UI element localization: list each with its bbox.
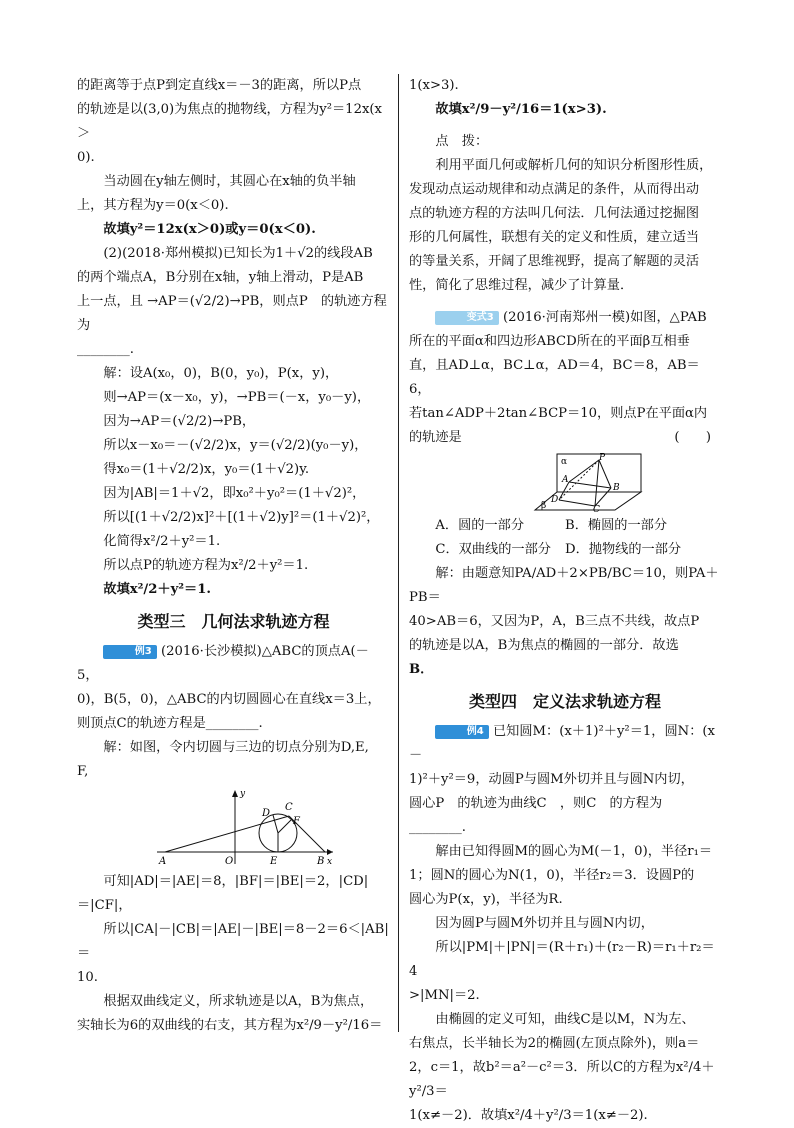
text-line: 1(x>3).: [409, 78, 459, 93]
tip-line: 利用平面几何或解析几何的知识分析图形性质，: [435, 158, 713, 173]
option-d: D．抛物线的一部分: [565, 542, 682, 557]
right-column: [409, 74, 721, 1128]
tip-line: 形的几何属性，联想有关的定义和性质，建立适当: [409, 230, 700, 245]
answer-line: 故填x²/2＋y²＝1.: [103, 582, 211, 597]
option-c: C．双曲线的一部分: [435, 542, 551, 557]
options: [409, 514, 721, 562]
text-line: 0)，B(5，0)，△ABC的内切圆圆心在直线x＝3上，: [77, 692, 381, 707]
text-line: 的轨迹是: [409, 430, 462, 445]
solution-line: 因为|AB|＝1＋√2，即x₀²＋y₀²＝(1＋√2)²，: [103, 486, 366, 501]
text-line: 若tan∠ADP＋2tan∠BCP＝10，则点P在平面α内: [409, 406, 708, 421]
label-y: y: [240, 789, 246, 799]
section-heading: 类型三 几何法求轨迹方程: [137, 612, 330, 631]
text-line: (2016·长沙模拟)△ABC的顶点A(－5，: [77, 644, 369, 683]
solution-line: 1；圆N的圆心为N(1，0)，半径r₂＝3．设圆P的: [409, 868, 695, 883]
solution-line: 圆心为P(x，y)，半径为R.: [409, 892, 563, 907]
solution-line: >|MN|＝2.: [409, 988, 480, 1003]
label-alpha: α: [561, 457, 568, 467]
text-line: 的两个端点A，B分别在x轴，y轴上滑动，P是AB: [77, 270, 364, 285]
text-line: 直，且AD⊥α，BC⊥α，AD＝4，BC＝8，AB＝6，: [409, 358, 700, 397]
answer-line: 故填y²＝12x(x＞0)或y＝0(x＜0).: [103, 222, 316, 237]
tip-line: 点的轨迹方程的方法叫几何法．几何法通过挖掘图: [409, 206, 700, 221]
solution-line: 解：如图，令内切圆与三边的切点分别为D,E,: [103, 740, 369, 755]
text-line: (2016·河南郑州一模)如图，△PAB: [502, 310, 707, 325]
variant-badge: 变式3: [435, 311, 498, 325]
label-C: C: [285, 802, 293, 813]
left-column: [77, 74, 390, 1038]
column-divider: [398, 74, 399, 1032]
label-C: C: [593, 505, 600, 512]
tip-line: 性，简化了思维过程，减少了计算量．: [409, 278, 634, 293]
solution-line: F,: [77, 764, 89, 779]
label-beta: β: [541, 501, 547, 511]
solution-line: B．: [409, 662, 434, 677]
solution-line: 实轴长为6的双曲线的右支，其方程为x²/9－y²/16＝: [77, 1018, 383, 1033]
label-D: D: [551, 495, 559, 505]
solution-line: 由椭圆的定义可知，曲线C是以M，N为左、: [435, 1012, 695, 1027]
text-line: 上，其方程为y＝0(x＜0).: [77, 198, 229, 213]
solution-line: 2，c＝1，故b²＝a²－c²＝3．所以C的方程为x²/4＋y²/3＝: [409, 1060, 715, 1099]
text-line: 上一点，且 →AP＝(√2/2)→PB，则点P 的轨迹方程为: [77, 294, 387, 333]
solution-line: 解由已知得圆M的圆心为M(－1，0)，半径r₁＝: [435, 844, 713, 859]
solution-line: 则→AP＝(x－x₀，y)，→PB＝(－x，y₀－y)，: [103, 390, 371, 405]
tip-line: 发现动点运动规律和动点满足的条件，从而得出动: [409, 182, 700, 197]
solution-line: 10.: [77, 970, 98, 985]
label-A: A: [159, 856, 167, 867]
option-a: A．圆的一部分: [435, 518, 525, 533]
section-heading: 类型四 定义法求轨迹方程: [468, 692, 661, 711]
solution-line: 化简得x²/2＋y²＝1.: [103, 534, 221, 549]
solution-line: 的轨迹是以A，B为焦点的椭圆的一部分．故选: [409, 638, 679, 653]
label-D: D: [262, 808, 271, 819]
label-E: E: [270, 856, 278, 867]
solution-line: 所以[(1＋√2/2)x]²＋[(1＋√2)y]²＝(1＋√2)²，: [103, 510, 380, 525]
label-B: B: [317, 856, 325, 867]
example-badge: 例3: [103, 645, 156, 659]
text-line: ________.: [409, 820, 466, 835]
answer-paren: ( ): [674, 430, 711, 445]
label-B: B: [613, 483, 620, 493]
solution-line: 所以点P的轨迹方程为x²/2＋y²＝1.: [103, 558, 309, 573]
text-line: 当动圆在y轴左侧时，其圆心在x轴的负半轴: [103, 174, 356, 189]
example-badge: 例4: [435, 725, 488, 739]
answer-line: 故填x²/9－y²/16＝1(x>3).: [435, 102, 607, 117]
solution-line: 所以|CA|－|CB|＝|AE|－|BE|＝8－2＝6＜|AB|＝: [77, 922, 389, 961]
solution-line: 因为圆P与圆M外切并且与圆N内切，: [435, 916, 654, 931]
text-line: 所在的平面α和四边形ABCD所在的平面β互相垂: [409, 334, 690, 349]
solution-line: 40>AB＝6，又因为P，A，B三点不共线，故点P: [409, 614, 700, 629]
text-line: 已知圆M：(x＋1)²＋y²＝1，圆N：(x－: [409, 724, 715, 763]
solution-line: 得x₀＝(1＋√2/2)x，y₀＝(1＋√2)y.: [103, 462, 310, 477]
text-line: 则顶点C的轨迹方程是________.: [77, 716, 263, 731]
solution-line: 解：设A(x₀，0)，B(0，y₀)，P(x，y)，: [103, 366, 339, 381]
label-P: P: [599, 453, 606, 463]
tip-line: 的等量关系，开阔了思维视野，提高了解题的灵活: [409, 254, 700, 269]
label-F: F: [293, 816, 300, 827]
text-line: 1)²＋y²＝9，动圆P与圆M外切并且与圆N内切，: [409, 772, 694, 787]
label-x: x: [327, 857, 333, 867]
text-line: ________.: [77, 342, 134, 357]
planes-figure: [409, 452, 721, 512]
text-line: 的轨迹是以(3,0)为焦点的抛物线，方程为y²＝12x(x＞: [77, 102, 382, 141]
text-line: (2)(2018·郑州模拟)已知长为1＋√2的线段AB: [103, 246, 373, 261]
answer-line: 1(x≠－2)．故填x²/4＋y²/3＝1(x≠－2).: [409, 1108, 648, 1123]
label-O: O: [225, 856, 234, 867]
solution-line: 右焦点，长半轴长为2的椭圆(左顶点除外)，则a＝: [409, 1036, 700, 1051]
tip-heading: 点 拨：: [435, 134, 489, 149]
text-line: 圆心P 的轨迹为曲线C ，则C 的方程为: [409, 796, 663, 811]
text-line: 的距离等于点P到定直线x＝－3的距离，所以P点: [77, 78, 362, 93]
option-b: B．椭圆的一部分: [565, 518, 668, 533]
solution-line: 根据双曲线定义，所求轨迹是以A，B为焦点，: [103, 994, 374, 1009]
solution-line: 可知|AD|＝|AE|＝8，|BF|＝|BE|＝2，|CD|＝|CF|，: [77, 874, 369, 913]
text-line: 0).: [77, 150, 95, 165]
solution-line: 因为→AP＝(√2/2)→PB，: [103, 414, 256, 429]
solution-line: 解：由题意知PA/AD＋2×PB/BC＝10，则PA＋PB＝: [409, 566, 719, 605]
solution-line: 所以x－x₀＝－(√2/2)x，y＝(√2/2)(y₀－y)，: [103, 438, 368, 453]
solution-line: 所以|PM|＋|PN|＝(R＋r₁)＋(r₂－R)＝r₁＋r₂＝4: [409, 940, 715, 979]
label-A: A: [562, 475, 569, 485]
incircle-triangle-figure: [77, 786, 390, 868]
